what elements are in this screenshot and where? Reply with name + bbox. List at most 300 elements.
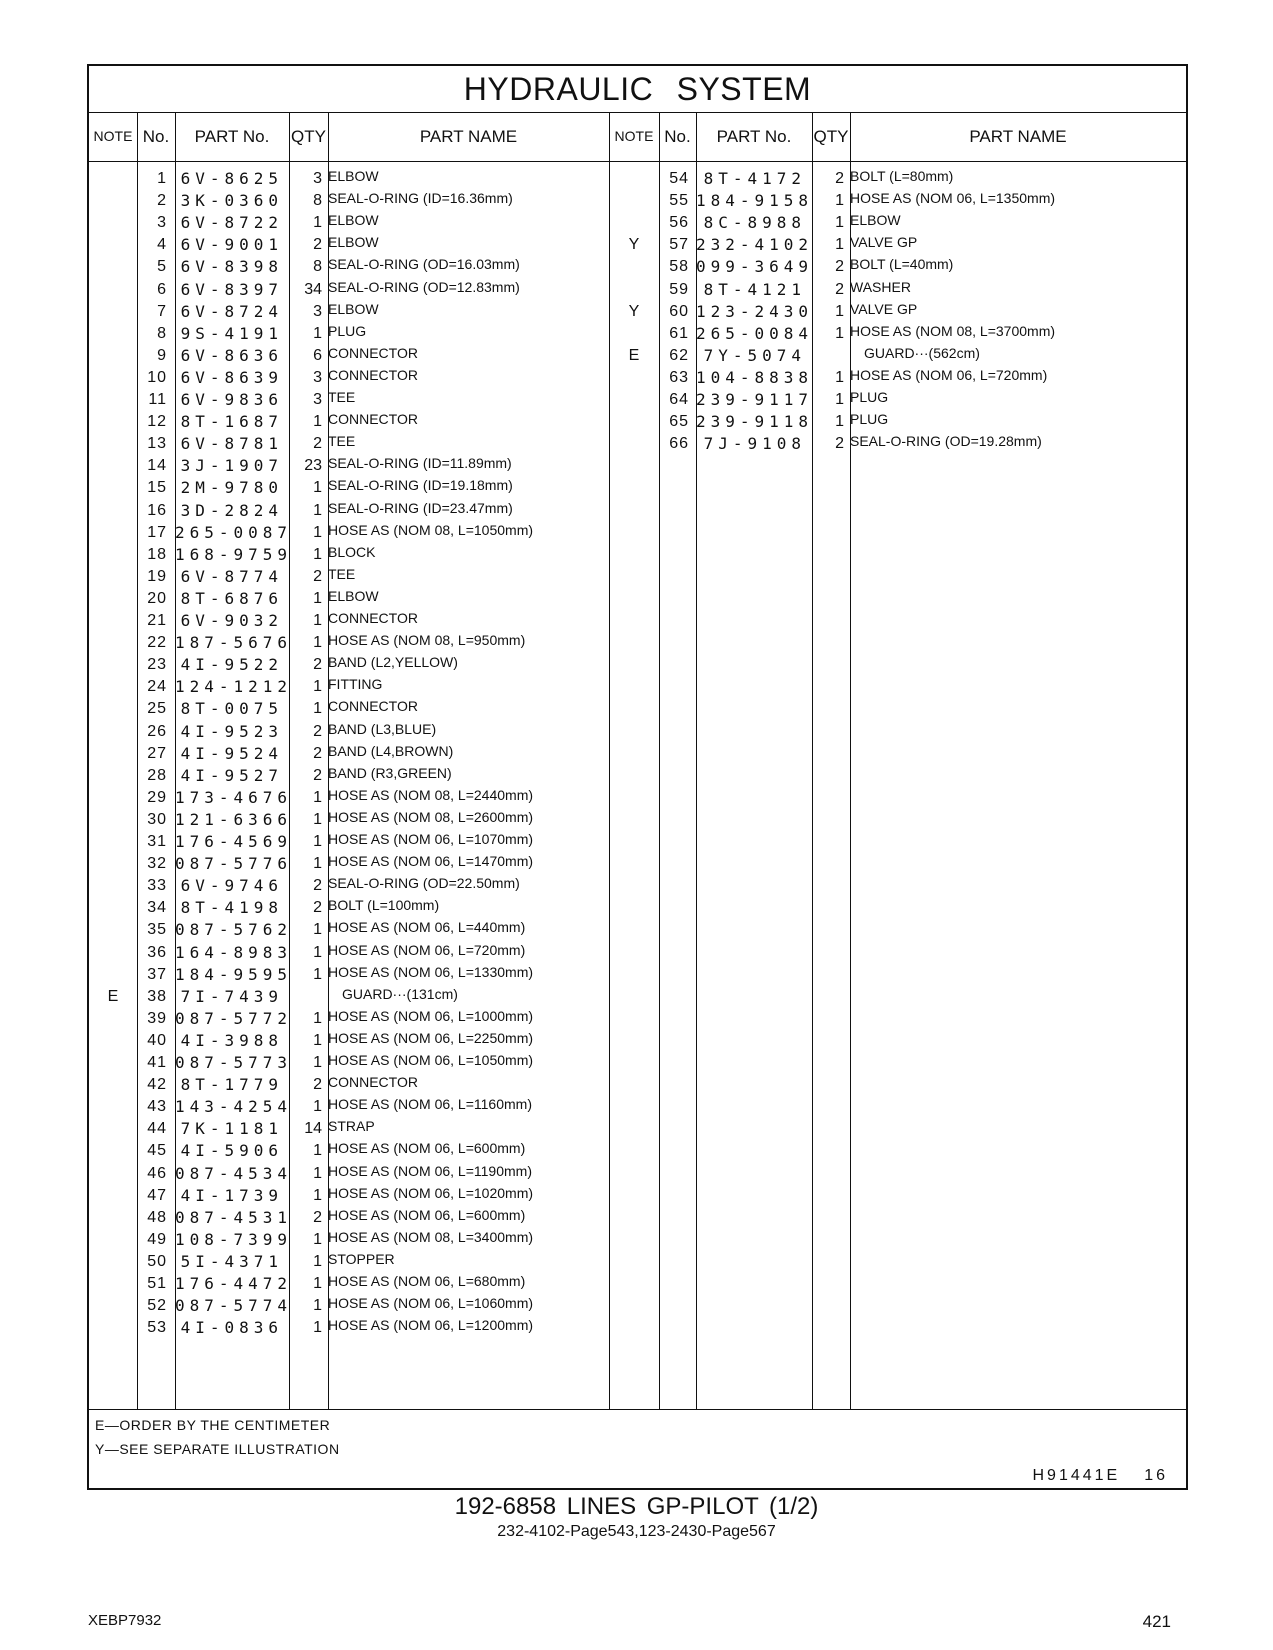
row-part-name: HOSE AS (NOM 06, L=680mm) — [328, 1273, 526, 1289]
row-quantity: 23 — [304, 457, 322, 475]
row-quantity: 6 — [313, 346, 322, 364]
row-item-number: 58 — [669, 258, 689, 276]
row-item-number: 61 — [669, 324, 689, 342]
row-note — [89, 720, 137, 743]
row-part-number: 104-8838 — [696, 367, 814, 387]
table-header — [89, 112, 1186, 162]
row-item-number: 2 — [157, 192, 167, 210]
row-note — [89, 653, 137, 676]
row-quantity: 1 — [313, 810, 322, 828]
row-quantity: 3 — [313, 391, 322, 408]
row-item-number: 46 — [147, 1164, 167, 1182]
row-part-number: 108-7399 — [175, 1229, 293, 1249]
row-item-number: 60 — [669, 302, 689, 320]
row-part-name: SEAL-O-RING (ID=23.47mm) — [328, 499, 513, 516]
legend-e: E—ORDER BY THE CENTIMETER — [95, 1417, 331, 1433]
row-note — [89, 852, 137, 875]
table-row — [89, 1139, 1186, 1162]
row-part-name: BOLT (L=100mm) — [328, 897, 440, 914]
row-note — [89, 808, 137, 831]
row-part-name: HOSE AS (NOM 08, L=950mm) — [328, 632, 526, 649]
row-part-name: HOSE AS (NOM 06, L=1050mm) — [328, 1052, 534, 1068]
row-part-name: BAND (L2,YELLOW) — [328, 654, 458, 671]
row-part-number: 6V-8625 — [180, 169, 283, 188]
row-quantity: 14 — [304, 1120, 322, 1138]
row-note — [609, 410, 659, 433]
row-quantity: 34 — [304, 280, 322, 298]
row-item-number: 45 — [147, 1142, 167, 1160]
row-note — [89, 543, 137, 566]
row-part-name: TEE — [328, 389, 356, 405]
row-note — [89, 1117, 137, 1140]
row-part-name: CONNECTOR — [328, 610, 418, 626]
row-note — [89, 521, 137, 544]
row-note — [89, 1029, 137, 1052]
section-title: HYDRAULIC SYSTEM — [89, 66, 1186, 113]
row-part-number: 6V-8636 — [180, 345, 283, 365]
row-note — [89, 609, 137, 632]
row-item-number: 1 — [157, 170, 167, 187]
row-quantity: 1 — [313, 479, 322, 497]
figure-code: H91441E — [1032, 1467, 1121, 1484]
row-part-name: GUARD···(562cm) — [864, 344, 980, 361]
row-note — [89, 675, 137, 698]
row-quantity — [289, 985, 322, 1008]
row-item-number: 22 — [147, 634, 167, 652]
row-item-number: 48 — [147, 1208, 167, 1226]
row-part-name: HOSE AS (NOM 06, L=440mm) — [328, 919, 526, 936]
row-part-number: 6V-9746 — [180, 876, 283, 896]
row-note — [89, 941, 137, 964]
row-part-name: FITTING — [328, 676, 383, 693]
row-note — [89, 874, 137, 897]
row-item-number: 5 — [157, 258, 167, 276]
row-part-name: BLOCK — [328, 543, 376, 560]
row-item-number: 35 — [147, 921, 167, 939]
group-caption: 192-6858 LINES GP-PILOT (1/2) — [454, 1493, 819, 1520]
table-row — [89, 830, 1186, 853]
row-quantity: 1 — [835, 368, 844, 386]
row-quantity: 1 — [313, 413, 322, 431]
row-note — [89, 476, 137, 499]
row-quantity — [812, 344, 844, 367]
row-note — [89, 1228, 137, 1251]
row-note — [89, 1206, 137, 1229]
row-note: E — [107, 987, 119, 1005]
table-row — [89, 963, 1186, 986]
row-quantity: 3 — [313, 170, 322, 187]
row-part-number: 7K-1181 — [180, 1119, 283, 1139]
header-part-no-right: PART No. — [716, 127, 792, 146]
row-item-number: 38 — [147, 987, 167, 1005]
row-part-number: 6V-8781 — [180, 434, 283, 454]
row-part-number: 087-5776 — [175, 854, 293, 874]
row-note — [89, 1095, 137, 1118]
row-part-number: 239-9118 — [696, 412, 814, 432]
row-part-name: HOSE AS (NOM 06, L=1020mm) — [328, 1184, 534, 1201]
table-row — [89, 653, 1186, 676]
row-part-name: VALVE GP — [850, 300, 918, 317]
row-part-name: HOSE AS (NOM 08, L=2600mm) — [328, 808, 534, 825]
row-part-name: SEAL-O-RING (ID=16.36mm) — [328, 190, 513, 207]
row-quantity: 1 — [835, 302, 844, 320]
row-part-number: 173-4676 — [175, 787, 293, 807]
row-item-number: 62 — [669, 346, 689, 364]
row-part-name: HOSE AS (NOM 06, L=1070mm) — [328, 831, 534, 847]
table-row — [89, 278, 1186, 301]
row-part-name: HOSE AS (NOM 08, L=3700mm) — [850, 322, 1056, 339]
row-quantity: 1 — [313, 788, 322, 806]
row-part-name: HOSE AS (NOM 06, L=1190mm) — [328, 1162, 532, 1179]
row-note — [89, 786, 137, 809]
row-note — [609, 211, 659, 234]
row-part-name: CONNECTOR — [328, 366, 418, 383]
table-row — [89, 543, 1186, 566]
row-item-number: 63 — [669, 368, 689, 386]
table-row — [89, 322, 1186, 345]
row-quantity: 1 — [835, 236, 844, 254]
row-item-number: 23 — [147, 656, 167, 674]
row-quantity: 1 — [313, 214, 322, 232]
row-quantity: 1 — [313, 1164, 322, 1182]
row-note: Y — [628, 236, 640, 254]
table-row — [89, 764, 1186, 787]
row-quantity: 1 — [313, 965, 322, 983]
table-row — [89, 476, 1186, 499]
row-part-number: 176-4472 — [175, 1274, 293, 1293]
row-note — [89, 1007, 137, 1030]
row-item-number: 34 — [147, 899, 167, 917]
row-note — [89, 1162, 137, 1185]
row-note — [609, 388, 659, 411]
table-row — [89, 1184, 1186, 1207]
row-note — [89, 896, 137, 919]
row-quantity: 3 — [313, 302, 322, 320]
row-part-number: 239-9117 — [696, 390, 814, 409]
table-row — [89, 432, 1186, 455]
row-part-name: TEE — [328, 433, 356, 450]
row-part-number: 4I-9527 — [180, 765, 283, 785]
table-row — [89, 1162, 1186, 1185]
row-quantity: 1 — [313, 1054, 322, 1071]
row-note — [89, 631, 137, 654]
table-row — [89, 720, 1186, 743]
table-row — [89, 985, 1186, 1008]
row-part-number: 087-4531 — [175, 1207, 293, 1227]
table-row — [89, 1051, 1186, 1074]
header-note-right: NOTE — [614, 128, 654, 144]
row-item-number: 3 — [157, 214, 167, 232]
row-item-number: 29 — [147, 788, 167, 806]
table-row — [89, 742, 1186, 765]
row-quantity: 2 — [313, 567, 322, 585]
row-note — [89, 742, 137, 765]
row-part-name: CONNECTOR — [328, 1074, 418, 1091]
row-item-number: 12 — [147, 413, 167, 431]
row-item-number: 59 — [669, 280, 689, 298]
row-item-number: 28 — [147, 766, 167, 784]
legend-y: Y—SEE SEPARATE ILLUSTRATION — [95, 1441, 340, 1457]
row-part-name: CONNECTOR — [328, 344, 418, 361]
row-part-number: 6V-8774 — [180, 566, 283, 586]
row-part-name: ELBOW — [850, 212, 901, 229]
row-note — [89, 918, 137, 941]
row-part-name: SEAL-O-RING (ID=11.89mm) — [328, 455, 512, 472]
row-part-number: 8T-4172 — [703, 169, 806, 188]
row-part-number: 265-0084 — [696, 323, 814, 343]
row-note — [89, 1073, 137, 1096]
table-row — [89, 675, 1186, 698]
table-row — [89, 1029, 1186, 1052]
header-part-name-right: PART NAME — [969, 127, 1067, 146]
document-id: XEBP7932 — [88, 1612, 162, 1629]
row-item-number: 51 — [147, 1275, 167, 1292]
row-part-name: STRAP — [328, 1118, 375, 1135]
row-part-name: SEAL-O-RING (OD=22.50mm) — [328, 875, 520, 892]
row-item-number: 47 — [147, 1186, 167, 1204]
row-part-number: 6V-8722 — [180, 213, 283, 233]
row-quantity: 1 — [313, 833, 322, 850]
row-item-number: 19 — [147, 567, 167, 585]
row-quantity: 1 — [313, 324, 322, 342]
row-quantity: 1 — [313, 1186, 322, 1204]
table-row — [89, 366, 1186, 389]
row-quantity: 2 — [313, 722, 322, 740]
row-part-name: HOSE AS (NOM 06, L=1200mm) — [328, 1317, 534, 1334]
row-part-number: 7J-9108 — [703, 434, 806, 454]
row-quantity: 1 — [313, 700, 322, 718]
row-note — [89, 697, 137, 720]
row-note — [609, 167, 659, 190]
row-item-number: 41 — [147, 1054, 167, 1071]
row-item-number: 49 — [147, 1230, 167, 1248]
row-quantity: 1 — [835, 391, 844, 408]
row-part-number: 4I-0836 — [180, 1318, 283, 1338]
row-item-number: 42 — [147, 1076, 167, 1094]
row-part-number: 8T-4198 — [180, 898, 283, 918]
table-row — [89, 1117, 1186, 1140]
row-note — [89, 499, 137, 522]
row-part-name: GUARD···(131cm) — [342, 985, 458, 1002]
row-note: E — [628, 346, 640, 364]
row-part-name: STOPPER — [328, 1250, 395, 1267]
row-quantity: 2 — [313, 435, 322, 453]
row-part-number: 7Y-5074 — [703, 345, 806, 365]
row-item-number: 65 — [669, 413, 689, 431]
table-row — [89, 565, 1186, 588]
table-row — [89, 609, 1186, 632]
row-quantity: 1 — [313, 1275, 322, 1292]
row-part-number: 5I-4371 — [180, 1251, 283, 1271]
row-part-name: TEE — [328, 565, 356, 582]
table-row — [89, 255, 1186, 278]
row-item-number: 16 — [147, 501, 167, 519]
row-part-name: PLUG — [850, 411, 889, 428]
table-row — [89, 189, 1186, 212]
row-note — [89, 963, 137, 986]
row-part-number: 184-9158 — [696, 191, 814, 211]
row-part-number: 4I-1739 — [180, 1185, 283, 1205]
row-part-number: 8T-6876 — [180, 588, 283, 608]
row-part-name: HOSE AS (NOM 06, L=1000mm) — [328, 1007, 534, 1024]
row-part-name: SEAL-O-RING (OD=16.03mm) — [328, 256, 520, 273]
row-note — [609, 278, 659, 301]
row-note — [89, 454, 137, 477]
row-part-name: BOLT (L=40mm) — [850, 256, 954, 273]
table-row — [89, 410, 1186, 433]
table-row — [89, 300, 1186, 323]
row-part-name: HOSE AS (NOM 08, L=1050mm) — [328, 521, 534, 538]
table-row — [89, 631, 1186, 654]
row-item-number: 50 — [147, 1252, 167, 1270]
row-part-name: HOSE AS (NOM 06, L=1470mm) — [328, 853, 534, 870]
row-item-number: 57 — [669, 236, 689, 254]
row-part-name: BOLT (L=80mm) — [850, 168, 954, 184]
row-item-number: 27 — [147, 744, 167, 762]
row-part-name: HOSE AS (NOM 06, L=1330mm) — [328, 963, 534, 980]
table-row — [89, 233, 1186, 256]
row-quantity: 1 — [313, 523, 322, 541]
row-item-number: 25 — [147, 700, 167, 718]
row-item-number: 44 — [147, 1120, 167, 1138]
row-part-number: 184-9595 — [175, 964, 293, 984]
row-item-number: 52 — [147, 1297, 167, 1315]
row-part-name: ELBOW — [328, 234, 379, 251]
row-note — [89, 1184, 137, 1207]
table-row — [89, 1095, 1186, 1118]
table-row — [89, 941, 1186, 964]
table-row — [89, 344, 1186, 367]
row-quantity: 1 — [313, 634, 322, 652]
row-part-name: WASHER — [850, 278, 911, 295]
row-part-number: 2M-9780 — [180, 478, 283, 498]
row-part-name: HOSE AS (NOM 06, L=1060mm) — [328, 1295, 534, 1312]
row-item-number: 18 — [147, 545, 167, 563]
row-part-name: ELBOW — [328, 212, 379, 229]
row-part-number: 143-4254 — [175, 1097, 293, 1117]
row-note — [89, 1272, 137, 1295]
row-part-name: HOSE AS (NOM 06, L=1350mm) — [850, 190, 1056, 207]
table-row — [89, 1206, 1186, 1229]
row-note — [89, 587, 137, 610]
row-part-name: PLUG — [328, 322, 367, 339]
row-note: Y — [628, 302, 640, 320]
table-row — [89, 1294, 1186, 1317]
row-part-number: 4I-5906 — [180, 1141, 283, 1161]
table-row — [89, 167, 1186, 190]
row-quantity: 1 — [313, 921, 322, 939]
row-item-number: 20 — [147, 589, 167, 607]
row-item-number: 14 — [147, 457, 167, 475]
row-quantity: 1 — [313, 1098, 322, 1116]
row-quantity: 1 — [835, 214, 844, 232]
row-part-number: 265-0087 — [175, 522, 293, 542]
row-part-number: 8T-1779 — [180, 1075, 283, 1095]
row-part-number: 232-4102 — [696, 235, 814, 255]
table-row — [89, 852, 1186, 875]
row-part-number: 6V-8398 — [180, 257, 283, 277]
row-quantity: 1 — [313, 855, 322, 873]
table-row — [89, 918, 1186, 941]
row-note — [89, 1250, 137, 1273]
row-quantity: 3 — [313, 368, 322, 386]
row-item-number: 9 — [157, 346, 167, 364]
row-part-name: HOSE AS (NOM 06, L=2250mm) — [328, 1029, 534, 1046]
table-row — [89, 454, 1186, 477]
row-part-number: 4I-9524 — [180, 743, 283, 763]
table-row — [89, 388, 1186, 411]
row-quantity: 2 — [313, 1076, 322, 1094]
row-part-name: HOSE AS (NOM 06, L=600mm) — [328, 1140, 526, 1157]
row-item-number: 54 — [669, 170, 689, 187]
table-row — [89, 1250, 1186, 1273]
row-item-number: 66 — [669, 435, 689, 453]
table-row — [89, 1272, 1186, 1295]
row-quantity: 2 — [835, 170, 844, 187]
row-quantity: 2 — [313, 899, 322, 917]
row-part-number: 8T-4121 — [703, 279, 806, 299]
table-row — [89, 587, 1186, 610]
row-item-number: 56 — [669, 214, 689, 232]
row-part-name: HOSE AS (NOM 06, L=720mm) — [328, 941, 526, 958]
table-footer — [89, 1409, 1186, 1491]
row-part-name: ELBOW — [328, 168, 379, 184]
row-item-number: 36 — [147, 943, 167, 961]
row-item-number: 31 — [147, 833, 167, 850]
row-part-number: 087-4534 — [175, 1163, 293, 1183]
row-part-number: 087-5774 — [175, 1296, 293, 1316]
row-item-number: 32 — [147, 855, 167, 873]
table-row — [89, 874, 1186, 897]
row-part-name: SEAL-O-RING (ID=19.18mm) — [328, 477, 513, 494]
row-part-number: 4I-9522 — [180, 655, 283, 675]
row-item-number: 26 — [147, 722, 167, 740]
row-part-number: 087-5772 — [175, 1008, 293, 1028]
row-quantity: 1 — [313, 1230, 322, 1248]
row-part-number: 121-6366 — [175, 809, 293, 829]
table-row — [89, 786, 1186, 809]
row-item-number: 17 — [147, 523, 167, 541]
parts-table-frame — [87, 64, 1188, 1490]
table-row — [89, 1228, 1186, 1251]
row-quantity: 1 — [313, 943, 322, 961]
row-part-name: HOSE AS (NOM 06, L=1160mm) — [328, 1096, 532, 1113]
row-note — [609, 432, 659, 455]
row-quantity: 2 — [835, 280, 844, 298]
row-item-number: 13 — [147, 435, 167, 453]
row-part-number: 3J-1907 — [180, 456, 283, 476]
table-row — [89, 521, 1186, 544]
table-row — [89, 499, 1186, 522]
row-part-number: 4I-3988 — [180, 1030, 283, 1050]
row-note — [89, 830, 137, 853]
row-part-number: 3D-2824 — [180, 500, 283, 520]
row-part-name: BAND (L3,BLUE) — [328, 720, 437, 737]
row-note — [89, 1139, 137, 1162]
row-part-number: 6V-8724 — [180, 301, 283, 321]
figure-reference — [1032, 1467, 1168, 1485]
row-item-number: 40 — [147, 1031, 167, 1049]
row-quantity: 1 — [313, 1252, 322, 1270]
row-part-name: HOSE AS (NOM 08, L=2440mm) — [328, 786, 534, 803]
table-row — [89, 697, 1186, 720]
row-item-number: 15 — [147, 479, 167, 497]
row-part-number: 168-9759 — [175, 544, 293, 564]
row-quantity: 1 — [313, 678, 322, 696]
header-qty-left: QTY — [291, 127, 326, 146]
header-qty-right: QTY — [813, 127, 849, 146]
row-part-number: 6V-9032 — [180, 611, 283, 630]
